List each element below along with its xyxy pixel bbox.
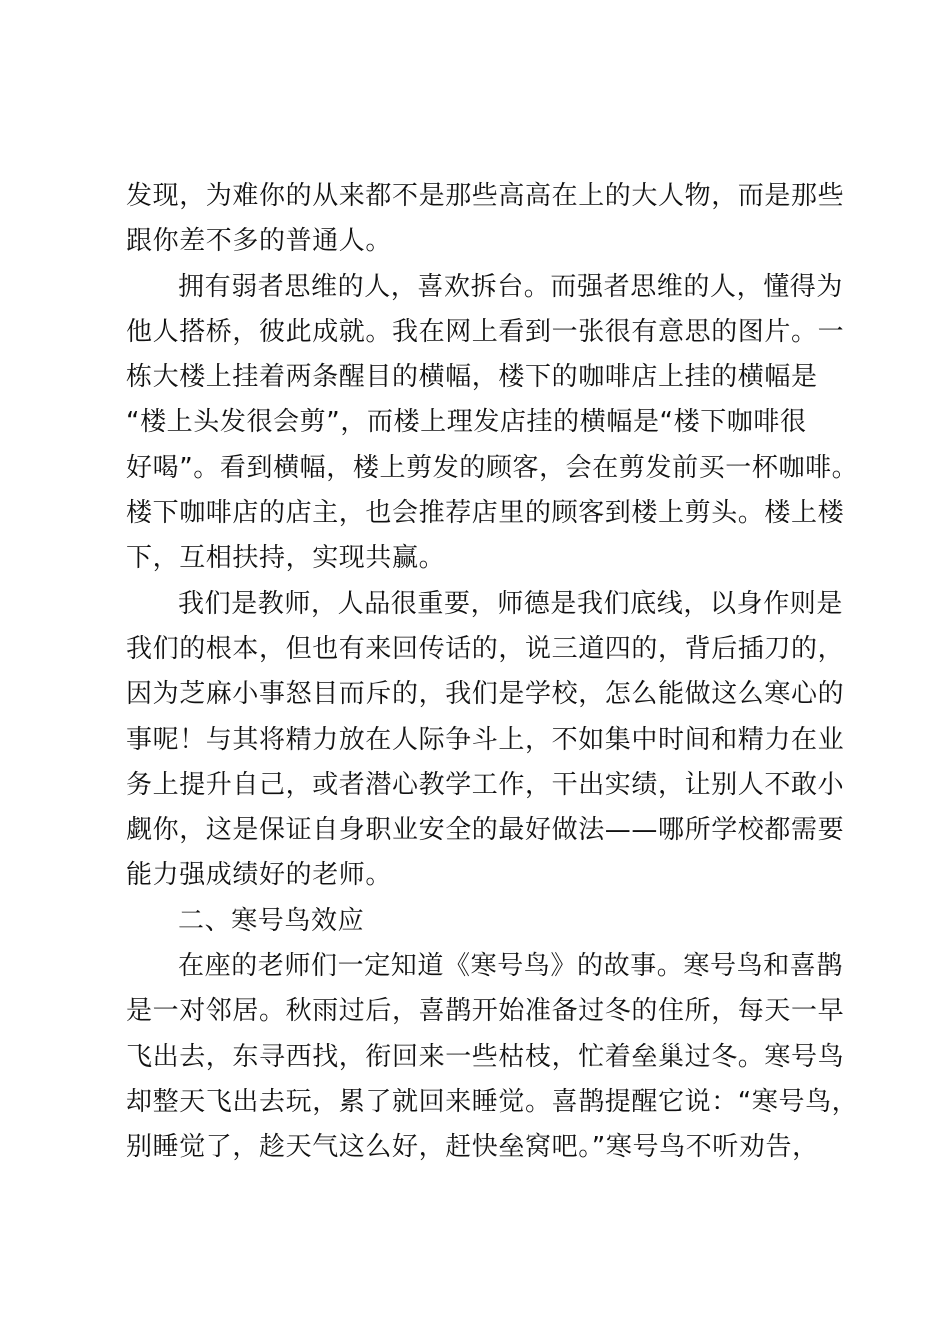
text-line: 跟你差不多的普通人。 xyxy=(126,226,393,257)
text-line: 是一对邻居。秋雨过后，喜鹊开始准备过冬的住所，每天一早 xyxy=(126,996,845,1027)
text-line: 因为芝麻小事怒目而斥的，我们是学校，怎么能做这么寒心的 xyxy=(126,679,845,710)
text-line: 我们的根本，但也有来回传话的，说三道四的，背后插刀的， xyxy=(126,633,845,664)
text-line: 我们是教师，人品很重要，师德是我们底线，以身作则是 xyxy=(178,588,844,619)
section-heading: 二、寒号鸟效应 xyxy=(178,905,365,936)
text-line: 在座的老师们一定知道《寒号鸟》的故事。寒号鸟和喜鹊 xyxy=(178,951,844,982)
text-line: 飞出去，东寻西找，衔回来一些枯枝，忙着垒巢过冬。寒号鸟 xyxy=(126,1041,845,1072)
text-line: 却整天飞出去玩，累了就回来睡觉。喜鹊提醒它说：“寒号鸟， xyxy=(126,1086,859,1117)
text-line: 下，互相扶持，实现共赢。 xyxy=(126,543,446,574)
text-line: 务上提升自己，或者潜心教学工作，干出实绩，让别人不敢小 xyxy=(126,769,845,800)
text-line: 发现，为难你的从来都不是那些高高在上的大人物，而是那些 xyxy=(126,181,845,211)
text-line: 楼下咖啡店的店主，也会推荐店里的顾客到楼上剪头。楼上楼 xyxy=(126,498,845,529)
text-line: 栋大楼上挂着两条醒目的横幅，楼下的咖啡店上挂的横幅是 xyxy=(126,362,818,393)
text-line: 能力强成绩好的老师。 xyxy=(126,860,393,891)
text-line: 事呢！与其将精力放在人际争斗上，不如集中时间和精力在业 xyxy=(126,724,845,755)
text-line: 他人搭桥，彼此成就。我在网上看到一张很有意思的图片。一 xyxy=(126,316,845,347)
text-line: 觑你，这是保证自身职业安全的最好做法——哪所学校都需要 xyxy=(126,815,845,846)
text-line: 别睡觉了，趁天气这么好，赶快垒窝吧。”寒号鸟不听劝告， xyxy=(126,1132,819,1163)
body-text xyxy=(126,174,859,1171)
text-line: 拥有弱者思维的人，喜欢拆台。而强者思维的人，懂得为 xyxy=(178,271,844,302)
text-line: 好喝”。看到横幅，楼上剪发的顾客，会在剪发前买一杯咖啡。 xyxy=(126,452,859,483)
text-line: “楼上头发很会剪”，而楼上理发店挂的横幅是“楼下咖啡很 xyxy=(126,407,807,438)
